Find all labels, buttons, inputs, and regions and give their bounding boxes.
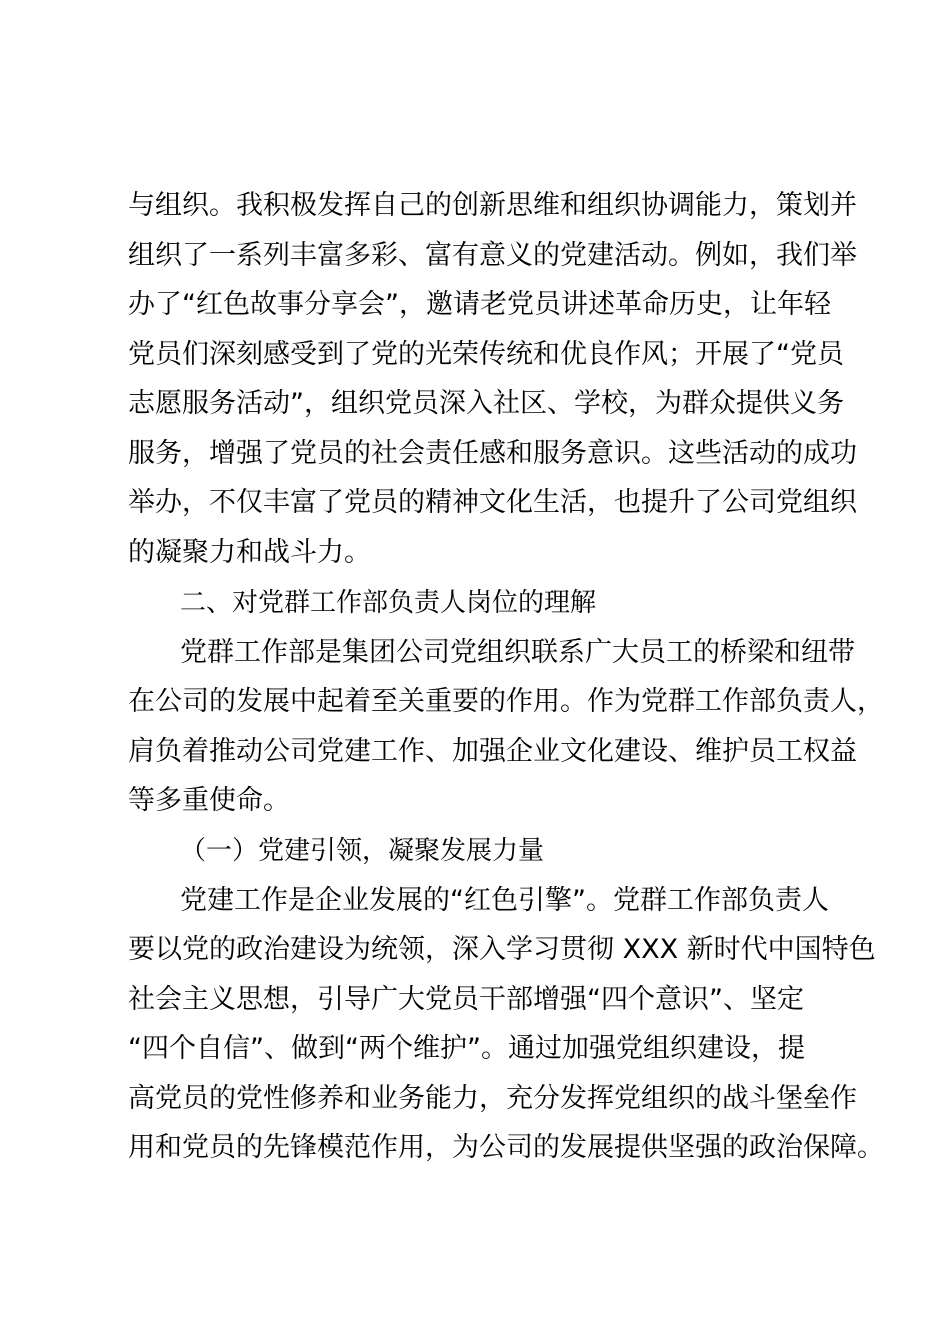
paragraph-3-line-3: 社会主义思想，引导广大党员干部增强“四个意识”、坚定 <box>128 984 804 1015</box>
paragraph-3-line-5: 高党员的党性修养和业务能力，充分发挥党组织的战斗堡垒作 <box>128 1083 857 1114</box>
section-heading: 二、对党群工作部负责人岗位的理解 <box>180 588 597 618</box>
paragraph-2-line-3: 肩负着推动公司党建工作、加强企业文化建设、维护员工权益 <box>128 736 857 767</box>
paragraph-1-line-1: 与组织。我积极发挥自己的创新思维和组织协调能力，策划并 <box>128 190 857 221</box>
paragraph-1-line-4: 党员们深刻感受到了党的光荣传统和优良作风；开展了“党员 <box>128 339 844 370</box>
paragraph-1-line-7: 举办，不仅丰富了党员的精神文化生活，也提升了公司党组织 <box>128 487 857 518</box>
paragraph-1-line-6: 服务，增强了党员的社会责任感和服务意识。这些活动的成功 <box>128 438 857 469</box>
paragraph-3-line-6: 用和党员的先锋模范作用，为公司的发展提供坚强的政治保障。 <box>128 1132 884 1163</box>
paragraph-2-line-4: 等多重使命。 <box>128 785 290 816</box>
paragraph-1-line-3: 办了“红色故事分享会”，邀请老党员讲述革命历史，让年轻 <box>128 289 831 320</box>
paragraph-2-line-2: 在公司的发展中起着至关重要的作用。作为党群工作部负责人， <box>128 686 884 717</box>
paragraph-1-line-5: 志愿服务活动”，组织党员深入社区、学校，为群众提供义务 <box>128 388 844 419</box>
paragraph-1-line-8: 的凝聚力和战斗力。 <box>128 537 371 568</box>
paragraph-3-line-1: 党建工作是企业发展的“红色引擎”。党群工作部负责人 <box>180 885 829 916</box>
paragraph-1-line-2: 组织了一系列丰富多彩、富有意义的党建活动。例如，我们举 <box>128 240 857 271</box>
subsection-heading: （一）党建引领，凝聚发展力量 <box>180 836 545 866</box>
paragraph-3-line-2: 要以党的政治建设为统领，深入学习贯彻 XXX 新时代中国特色 <box>128 934 876 965</box>
paragraph-2-line-1: 党群工作部是集团公司党组织联系广大员工的桥梁和纽带 <box>180 637 855 668</box>
paragraph-3-line-4: “四个自信”、做到“两个维护”。通过加强党组织建设，提 <box>128 1033 805 1064</box>
